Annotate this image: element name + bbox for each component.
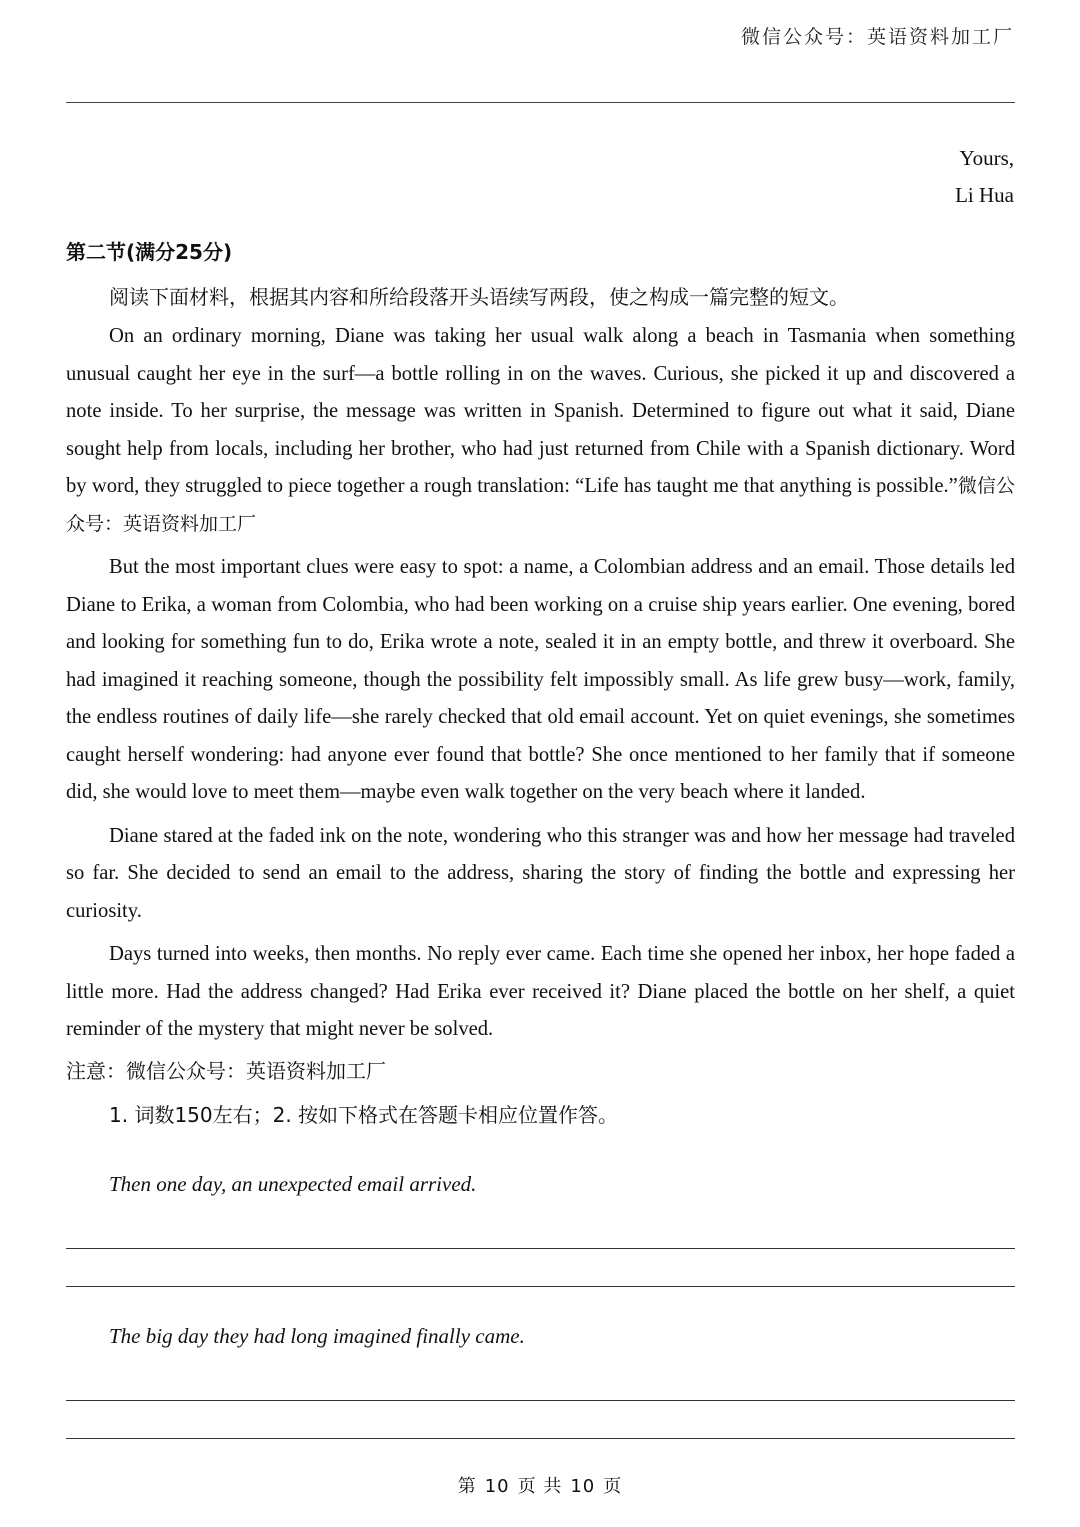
answer-line	[66, 1438, 1015, 1439]
letter-signoff	[955, 140, 1014, 214]
section-instruction: 阅读下面材料，根据其内容和所给段落开头语续写两段，使之构成一篇完整的短文。	[109, 285, 849, 309]
passage-block	[66, 282, 1015, 1133]
passage-paragraph-4: Days turned into weeks, then months. No reply ever came. Each time she opened her inbox, her hope faded a little more. Had the address changed? Had Erika ever received it? Diane placed the bottle on her shelf, a quiet reminder of the mystery that might never be solved.	[66, 943, 1015, 1040]
footer-page-number: 10	[484, 1476, 510, 1497]
notes-label: 注意：微信公众号：英语资料加工厂	[66, 1058, 386, 1083]
paragraph-1-text: On an ordinary morning, Diane was taking her usual walk along a beach in Tasmania when something unusual caught her eye in the surf—a bottle rolling in on the waves. Curious, she picked it up and discovered a note inside. To her surprise, the message was written in Spanish. Determined to figure out what it said, Diane sought help from locals, including her brother, who had just returned from Chile with a Spanish dictionary. Word by word, they struggled to piece together a rough translation: “Life has taught me that anything is possible.”	[66, 325, 1015, 497]
notes-requirements: 1. 词数150左右；2. 按如下格式在答题卡相应位置作答。	[109, 1102, 619, 1127]
passage-paragraph-3: Diane stared at the faded ink on the note, wondering who this stranger was and how her message had traveled so far. She decided to send an email to the address, sharing the story of finding the bottle and expressing her curiosity.	[66, 824, 1015, 922]
page-footer	[0, 1472, 1080, 1498]
prompt-first: Then one day, an unexpected email arrived.	[109, 1172, 477, 1196]
section-title: 第二节(满分25分)	[66, 240, 233, 264]
signoff-name: Li Hua	[955, 183, 1014, 207]
footer-suffix: 页	[603, 1476, 623, 1497]
footer-mid: 页 共	[517, 1476, 563, 1497]
passage-paragraph-2: But the most important clues were easy to spot: a name, a Colombian address and an email. Those details led Diane to Erika, a woman from Colombia, who had been working on a cruise ship years earlier. One evening, bored and looking for something fun to do, Erika wrote a note, sealed it in an empty bottle, and threw it overboard. She had imagined it reaching someone, though the possibility felt impossibly small. As life grew busy—work, family, the endless routines of daily life—she rarely checked that old email account. Yet on quiet evenings, she sometimes caught herself wondering: had anyone ever found that bottle? She once mentioned to her family that if someone did, she would love to meet them—maybe even walk together on the very beach where it landed.	[66, 556, 1015, 803]
prompt-second: The big day they had long imagined finally came.	[109, 1324, 525, 1348]
footer-total-pages: 10	[570, 1476, 596, 1497]
signoff-closing: Yours,	[959, 146, 1014, 170]
header-wechat-label: 微信公众号：英语资料加工厂	[740, 26, 1014, 48]
header-divider	[66, 102, 1015, 103]
passage-paragraph-1	[66, 318, 1015, 543]
answer-line	[66, 1400, 1015, 1401]
answer-line	[66, 1248, 1015, 1249]
paragraph-1-wechat: 微信公众号：英语资料加工厂	[66, 475, 1015, 535]
footer-prefix: 第	[457, 1476, 477, 1497]
answer-line	[66, 1286, 1015, 1287]
